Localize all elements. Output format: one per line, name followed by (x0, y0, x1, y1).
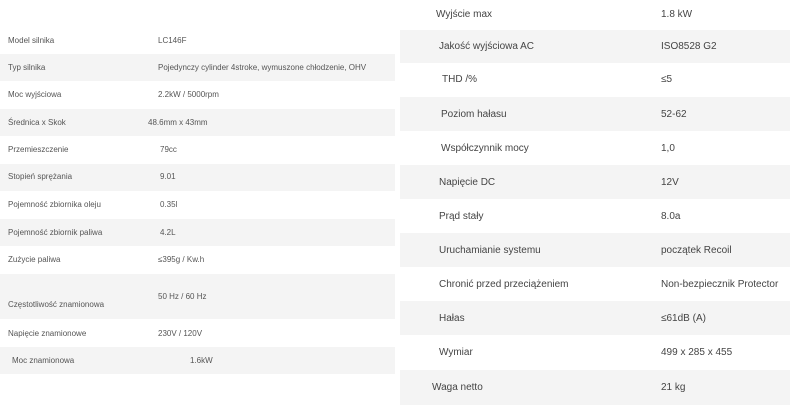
spec-label: Częstotliwość znamionowa (8, 300, 105, 309)
spec-value: ≤61dB (A) (661, 313, 706, 324)
spec-value: 1.6kW (190, 356, 213, 365)
spec-label: THD /% (442, 74, 477, 85)
table-row (400, 165, 790, 199)
table-row (400, 335, 790, 370)
table-row (400, 131, 790, 165)
table-row (0, 81, 395, 109)
spec-label: Moc znamionowa (12, 356, 75, 365)
table-row (0, 164, 395, 191)
spec-label: Przemieszczenie (8, 145, 69, 154)
right-spec-table (400, 0, 790, 405)
spec-label: Prąd stały (439, 211, 484, 222)
table-row (0, 136, 395, 164)
spec-value: ≤395g / Kw.h (158, 255, 205, 264)
spec-label: Pojemność zbiornika oleju (8, 200, 101, 209)
table-row (400, 267, 790, 301)
spec-label: Hałas (439, 313, 465, 324)
spec-value: 12V (661, 177, 679, 188)
table-row (400, 63, 790, 97)
spec-label: Współczynnik mocy (441, 143, 529, 154)
spec-value: 9.01 (160, 172, 176, 181)
table-row (0, 274, 395, 319)
spec-label: Uruchamianie systemu (439, 245, 541, 256)
table-row (400, 233, 790, 267)
table-row (400, 97, 790, 131)
spec-value: Pojedynczy cylinder 4stroke, wymuszone chłodzenie, OHV (158, 63, 367, 72)
spec-label: Napięcie DC (439, 177, 496, 188)
table-row (400, 30, 790, 63)
spec-value: 1,0 (661, 143, 675, 154)
table-row (0, 319, 395, 347)
table-row (0, 54, 395, 81)
table-row (400, 199, 790, 233)
spec-label: Model silnika (8, 36, 55, 45)
spec-label: Jakość wyjściowa AC (439, 41, 535, 52)
spec-label: Stopień sprężania (8, 172, 73, 181)
spec-value: ISO8528 G2 (661, 41, 717, 52)
spec-label: Wyjście max (436, 9, 493, 20)
spec-value: Non-bezpiecznik Protector (661, 279, 779, 290)
spec-label: Napięcie znamionowe (8, 329, 87, 338)
spec-value: 2.2kW / 5000rpm (158, 90, 219, 99)
spec-value: 21 kg (661, 382, 686, 393)
spec-value: 52-62 (661, 109, 687, 120)
table-row (0, 347, 395, 374)
spec-value: 499 x 285 x 455 (661, 347, 733, 358)
spec-value: 230V / 120V (158, 329, 203, 338)
table-row (400, 370, 790, 405)
spec-value: 8.0a (661, 211, 681, 222)
spec-value: 48.6mm x 43mm (148, 118, 208, 127)
table-row (400, 301, 790, 335)
table-row (0, 109, 395, 136)
spec-label: Waga netto (432, 382, 483, 393)
spec-label: Chronić przed przeciążeniem (439, 279, 569, 290)
spec-label: Typ silnika (8, 63, 46, 72)
spec-label: Poziom hałasu (441, 109, 507, 120)
spec-value: 50 Hz / 60 Hz (158, 292, 207, 301)
table-row (400, 0, 790, 30)
spec-value: LC146F (158, 36, 187, 45)
spec-value: ≤5 (661, 74, 673, 85)
spec-label: Moc wyjściowa (8, 90, 62, 99)
spec-label: Wymiar (439, 347, 473, 358)
spec-label: Pojemność zbiornik paliwa (8, 228, 103, 237)
spec-value: 4.2L (160, 228, 176, 237)
spec-value: 0.35l (160, 200, 178, 209)
table-row (0, 26, 395, 54)
table-row (0, 246, 395, 274)
spec-value: początek Recoil (661, 245, 732, 256)
spec-label: Średnica x Skok (8, 118, 66, 127)
table-row (0, 191, 395, 219)
spec-value: 1.8 kW (661, 9, 693, 20)
table-row (0, 219, 395, 246)
spec-label: Zużycie paliwa (8, 255, 61, 264)
spec-value: 79cc (160, 145, 177, 154)
